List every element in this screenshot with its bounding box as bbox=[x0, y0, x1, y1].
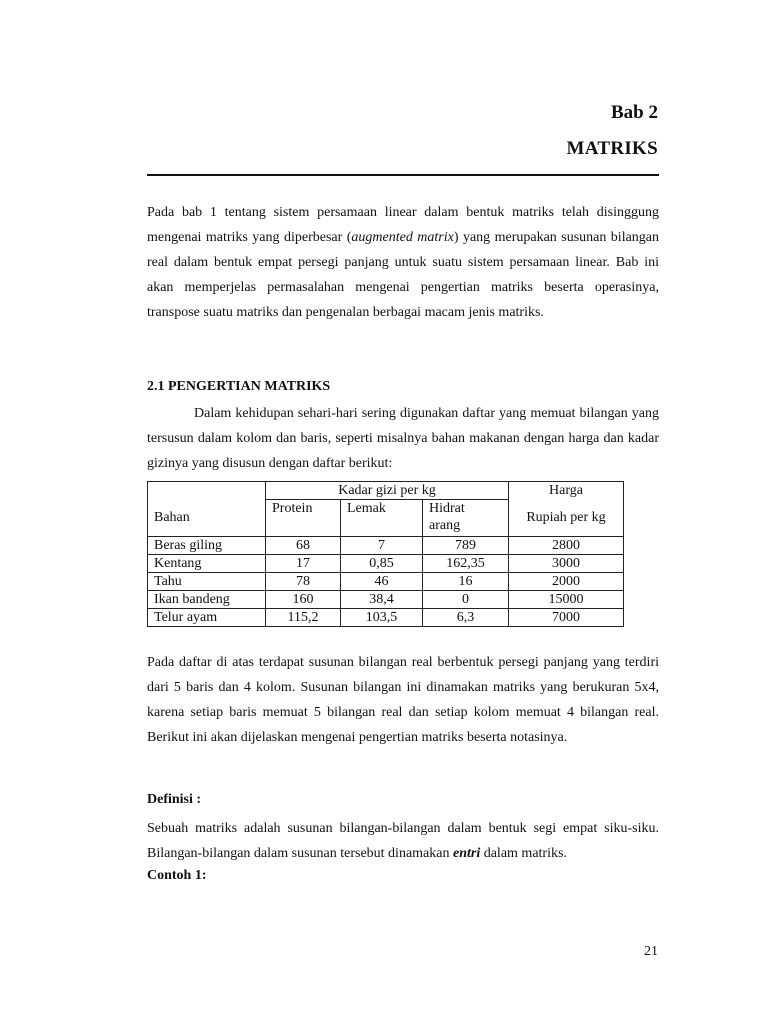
definition-term-entri: entri bbox=[452, 846, 481, 861]
intro-text-2: ) yang merupakan susunan bilangan real dalam bentuk empat persegi panjang untuk suatu sistem persamaan linear. Bab ini akan memperjelas permasalahan mengenai pengertian matriks beserta operasinya, transpose suatu matriks dan pengenalan berbagai macam jenis matriks. bbox=[147, 230, 660, 320]
cell-protein: 17 bbox=[266, 555, 341, 573]
cell-bahan: Beras giling bbox=[148, 537, 266, 555]
cell-harga: 15000 bbox=[509, 591, 624, 609]
page-number: 21 bbox=[644, 944, 658, 959]
cell-bahan: Ikan bandeng bbox=[148, 591, 266, 609]
cell-protein: 78 bbox=[266, 573, 341, 591]
intro-text-1: Pada bab 1 tentang sistem persamaan linear dalam bentuk matriks telah disinggung mengenai matriks yang diperbesar ( bbox=[147, 205, 659, 245]
cell-hidrat: 162,35 bbox=[423, 555, 509, 573]
intro-paragraph bbox=[147, 200, 659, 325]
cell-harga: 7000 bbox=[509, 609, 624, 627]
cell-harga: 3000 bbox=[509, 555, 624, 573]
definition-text-2: dalam matriks. bbox=[480, 846, 567, 861]
table-row bbox=[148, 573, 624, 591]
section-heading: 2.1 PENGERTIAN MATRIKS bbox=[147, 379, 331, 394]
header-rupiah-per-kg: Rupiah per kg bbox=[509, 500, 624, 537]
chapter-title: MATRIKS bbox=[566, 138, 658, 159]
table-row bbox=[148, 537, 624, 555]
cell-hidrat: 789 bbox=[423, 537, 509, 555]
header-bahan-top bbox=[148, 482, 266, 500]
header-protein: Protein bbox=[266, 500, 341, 537]
title-divider bbox=[147, 174, 659, 176]
cell-bahan: Telur ayam bbox=[148, 609, 266, 627]
header-hidrat-arang bbox=[423, 500, 509, 537]
cell-hidrat: 6,3 bbox=[423, 609, 509, 627]
cell-lemak: 103,5 bbox=[341, 609, 423, 627]
cell-hidrat: 0 bbox=[423, 591, 509, 609]
header-lemak: Lemak bbox=[341, 500, 423, 537]
cell-protein: 68 bbox=[266, 537, 341, 555]
cell-bahan: Kentang bbox=[148, 555, 266, 573]
table-row bbox=[148, 609, 624, 627]
cell-protein: 115,2 bbox=[266, 609, 341, 627]
cell-lemak: 38,4 bbox=[341, 591, 423, 609]
cell-lemak: 0,85 bbox=[341, 555, 423, 573]
header-bahan: Bahan bbox=[148, 500, 266, 537]
header-harga: Harga bbox=[509, 482, 624, 500]
cell-hidrat: 16 bbox=[423, 573, 509, 591]
example-title: Contoh 1: bbox=[147, 868, 207, 883]
section-paragraph: Dalam kehidupan sehari-hari sering digunakan daftar yang memuat bilangan yang tersusun dalam kolom dan baris, seperti misalnya bahan makanan dengan harga dan kadar gizinya yang disusun dengan daftar berikut: bbox=[147, 406, 659, 471]
table-row bbox=[148, 555, 624, 573]
cell-harga: 2000 bbox=[509, 573, 624, 591]
cell-protein: 160 bbox=[266, 591, 341, 609]
header-arang: arang bbox=[429, 518, 461, 533]
definition-paragraph bbox=[147, 816, 659, 866]
intro-italic-term: augmented matrix bbox=[351, 230, 454, 245]
definition-text-1: Sebuah matriks adalah susunan bilangan-bilangan dalam bentuk segi empat siku-siku. Bilangan-bilangan dalam susunan tersebut dinamakan bbox=[147, 821, 659, 861]
chapter-number: Bab 2 bbox=[611, 102, 658, 123]
definition-title: Definisi : bbox=[147, 792, 202, 807]
cell-lemak: 46 bbox=[341, 573, 423, 591]
table-row bbox=[148, 591, 624, 609]
cell-lemak: 7 bbox=[341, 537, 423, 555]
cell-bahan: Tahu bbox=[148, 573, 266, 591]
nutrition-table bbox=[147, 481, 624, 627]
after-table-paragraph: Pada daftar di atas terdapat susunan bilangan real berbentuk persegi panjang yang terdiri dari 5 baris dan 4 kolom. Susunan bilangan ini dinamakan matriks yang berukuran 5x4, karena setiap baris memuat 5 bilangan real dan setiap kolom memuat 4 bilangan real. Berikut ini akan dijelaskan mengenai pengertian matriks beserta notasinya. bbox=[147, 655, 659, 745]
header-hidrat: Hidrat bbox=[429, 501, 465, 516]
header-kadar-gizi: Kadar gizi per kg bbox=[266, 482, 509, 500]
cell-harga: 2800 bbox=[509, 537, 624, 555]
